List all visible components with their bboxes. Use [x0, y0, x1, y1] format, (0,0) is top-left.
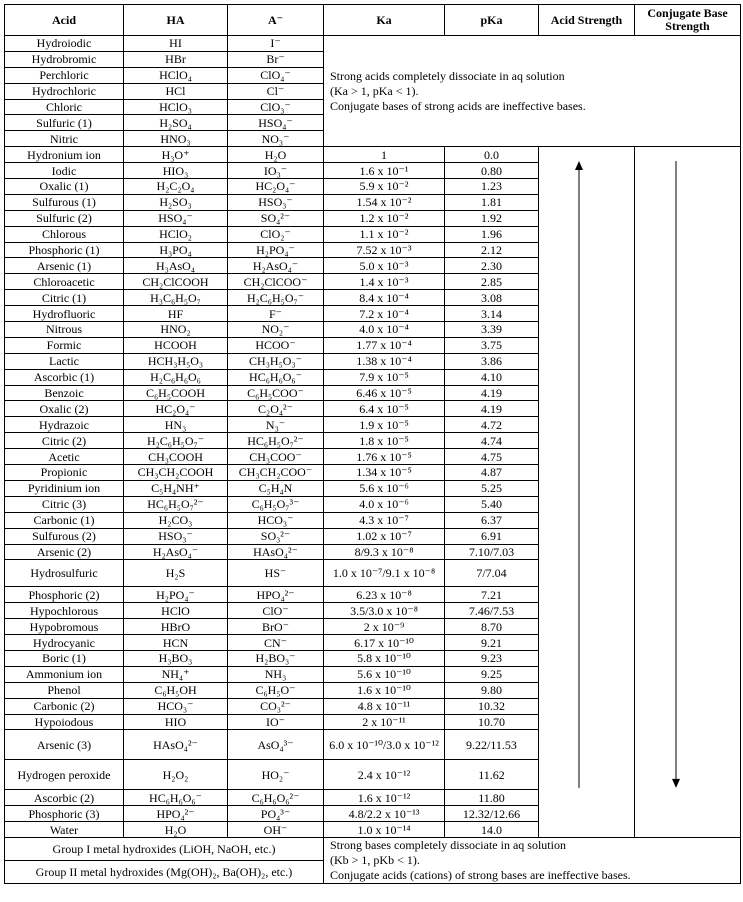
acid-formula: HN₃ — [124, 417, 228, 433]
ka-value: 6.17 x 10⁻¹⁰ — [324, 635, 445, 651]
ka-value: 1.77 x 10⁻⁴ — [324, 337, 445, 353]
pka-value: 3.39 — [445, 322, 539, 338]
acid-name: Hydrazoic — [5, 417, 124, 433]
header-row — [5, 5, 741, 36]
acid-formula: HCOOH — [124, 337, 228, 353]
conjugate-base-formula: CO₃²⁻ — [228, 698, 324, 714]
acid-name: Phosphoric (2) — [5, 587, 124, 603]
conjugate-base-formula: CH₃H₅O₃⁻ — [228, 353, 324, 369]
acid-formula: HIO₃ — [124, 163, 228, 179]
conjugate-base-formula: CN⁻ — [228, 635, 324, 651]
acid-formula: H₂O₂ — [124, 760, 228, 790]
pka-value: 4.74 — [445, 433, 539, 449]
pka-value: 2.30 — [445, 258, 539, 274]
ka-value: 1.54 x 10⁻² — [324, 194, 445, 210]
conjugate-base-formula: OH⁻ — [228, 822, 324, 838]
conjugate-base-formula: HCOO⁻ — [228, 337, 324, 353]
ka-value: 2.4 x 10⁻¹² — [324, 760, 445, 790]
acid-formula: H₂SO₄ — [124, 115, 228, 131]
acid-name: Hydroiodic — [5, 36, 124, 52]
conjugate-base-formula: NO₃⁻ — [228, 131, 324, 147]
pka-value: 14.0 — [445, 822, 539, 838]
pka-value: 11.80 — [445, 790, 539, 806]
ka-value: 4.8 x 10⁻¹¹ — [324, 698, 445, 714]
acid-table — [4, 4, 741, 884]
ka-value: 5.6 x 10⁻⁶ — [324, 480, 445, 496]
acid-formula: CH₃CH₂COOH — [124, 465, 228, 481]
header-acid-strength: Acid Strength — [539, 5, 635, 36]
acid-name: Lactic — [5, 353, 124, 369]
conjugate-base-formula: HO₂⁻ — [228, 760, 324, 790]
acid-formula: H₃PO₄ — [124, 242, 228, 258]
header-ha: HA — [124, 5, 228, 36]
ka-value: 1.6 x 10⁻¹ — [324, 163, 445, 179]
conjugate-base-formula: C₂O₄²⁻ — [228, 401, 324, 417]
acid-name: Sulfurous (1) — [5, 194, 124, 210]
strong-acid-row — [5, 36, 741, 52]
ka-value: 2 x 10⁻¹¹ — [324, 714, 445, 730]
up-arrow-icon — [539, 147, 635, 837]
acid-name: Water — [5, 822, 124, 838]
acid-name: Ascorbic (1) — [5, 369, 124, 385]
pka-value: 4.19 — [445, 385, 539, 401]
acid-formula: HBrO — [124, 619, 228, 635]
conjugate-base-strength-arrow-cell — [635, 147, 741, 838]
pka-value: 10.70 — [445, 714, 539, 730]
pka-value: 9.80 — [445, 682, 539, 698]
ka-value: 4.3 x 10⁻⁷ — [324, 512, 445, 528]
acid-formula: HSO₃⁻ — [124, 528, 228, 544]
header-pka: pKa — [445, 5, 539, 36]
strong-base-name: Group I metal hydroxides (LiOH, NaOH, etc.) — [5, 838, 324, 861]
acid-formula: C₆H₅OH — [124, 682, 228, 698]
acid-name: Arsenic (2) — [5, 544, 124, 560]
strong-base-note — [324, 838, 741, 884]
conjugate-base-formula: AsO₄³⁻ — [228, 730, 324, 760]
acid-formula: HIO — [124, 714, 228, 730]
pka-value: 7.21 — [445, 587, 539, 603]
acid-name: Hydrobromic — [5, 51, 124, 67]
conjugate-base-formula: CH₃CH₂COO⁻ — [228, 465, 324, 481]
acid-name: Ascorbic (2) — [5, 790, 124, 806]
acid-name: Oxalic (2) — [5, 401, 124, 417]
conjugate-base-formula: CH₃COO⁻ — [228, 449, 324, 465]
pka-value: 1.96 — [445, 226, 539, 242]
pka-value: 4.72 — [445, 417, 539, 433]
acid-name: Arsenic (3) — [5, 730, 124, 760]
acid-formula: H₂C₆H₅O₇⁻ — [124, 433, 228, 449]
acid-formula: HClO₂ — [124, 226, 228, 242]
acid-name: Nitrous — [5, 322, 124, 338]
pka-value: 3.75 — [445, 337, 539, 353]
acid-formula: HC₆H₆O₆⁻ — [124, 790, 228, 806]
ka-value: 5.8 x 10⁻¹⁰ — [324, 650, 445, 666]
conjugate-base-formula: Cl⁻ — [228, 83, 324, 99]
conjugate-base-formula: Br⁻ — [228, 51, 324, 67]
acid-formula: CH₂ClCOOH — [124, 274, 228, 290]
acid-formula: H₃O⁺ — [124, 147, 228, 163]
acid-name: Hypochlorous — [5, 603, 124, 619]
acid-name: Hypoiodous — [5, 714, 124, 730]
header-ka: Ka — [324, 5, 445, 36]
acid-formula: NH₄⁺ — [124, 666, 228, 682]
conjugate-base-formula: PO₄³⁻ — [228, 806, 324, 822]
acid-name: Sulfuric (1) — [5, 115, 124, 131]
conjugate-base-formula: C₆H₆O₆²⁻ — [228, 790, 324, 806]
pka-value: 4.10 — [445, 369, 539, 385]
acid-name: Perchloric — [5, 67, 124, 83]
pka-value: 6.91 — [445, 528, 539, 544]
ka-value: 6.0 x 10⁻¹⁰/3.0 x 10⁻¹² — [324, 730, 445, 760]
ka-value: 1.6 x 10⁻¹² — [324, 790, 445, 806]
pka-value: 7.46/7.53 — [445, 603, 539, 619]
ka-value: 1.1 x 10⁻² — [324, 226, 445, 242]
conjugate-base-formula: HSO₃⁻ — [228, 194, 324, 210]
acid-formula: HClO — [124, 603, 228, 619]
conjugate-base-formula: HCO₃⁻ — [228, 512, 324, 528]
pka-value: 5.40 — [445, 496, 539, 512]
acid-name: Propionic — [5, 465, 124, 481]
conjugate-base-formula: SO₃²⁻ — [228, 528, 324, 544]
ka-value: 1.76 x 10⁻⁵ — [324, 449, 445, 465]
ka-value: 1 — [324, 147, 445, 163]
acid-name: Chloroacetic — [5, 274, 124, 290]
ka-value: 4.0 x 10⁻⁶ — [324, 496, 445, 512]
acid-name: Phosphoric (3) — [5, 806, 124, 822]
ka-value: 7.9 x 10⁻⁵ — [324, 369, 445, 385]
pka-value: 7/7.04 — [445, 560, 539, 587]
acid-name: Phosphoric (1) — [5, 242, 124, 258]
ka-value: 4.0 x 10⁻⁴ — [324, 322, 445, 338]
acid-name: Carbonic (1) — [5, 512, 124, 528]
strong-acid-note-line: Conjugate bases of strong acids are ineffective bases. — [330, 98, 586, 113]
pka-value: 9.21 — [445, 635, 539, 651]
pka-value: 1.23 — [445, 179, 539, 195]
conjugate-base-formula: NH₃ — [228, 666, 324, 682]
header-cb-strength: Conjugate Base Strength — [635, 5, 741, 36]
acid-name: Hydrofluoric — [5, 306, 124, 322]
conjugate-base-formula: HC₆H₅O₇²⁻ — [228, 433, 324, 449]
conjugate-base-formula: C₆H₅O₇³⁻ — [228, 496, 324, 512]
conjugate-base-formula: C₅H₄N — [228, 480, 324, 496]
ka-value: 1.02 x 10⁻⁷ — [324, 528, 445, 544]
acid-formula: H₃AsO₄ — [124, 258, 228, 274]
pka-value: 11.62 — [445, 760, 539, 790]
ka-value: 1.0 x 10⁻¹⁴ — [324, 822, 445, 838]
ka-value: 2 x 10⁻⁹ — [324, 619, 445, 635]
conjugate-base-formula: HSO₄⁻ — [228, 115, 324, 131]
conjugate-base-formula: ClO⁻ — [228, 603, 324, 619]
strong-acid-note — [324, 36, 741, 147]
pka-value: 7.10/7.03 — [445, 544, 539, 560]
conjugate-base-formula: IO⁻ — [228, 714, 324, 730]
acid-name: Citric (3) — [5, 496, 124, 512]
header-a: A⁻ — [228, 5, 324, 36]
pka-value: 9.25 — [445, 666, 539, 682]
conjugate-base-formula: H₂BO₃⁻ — [228, 650, 324, 666]
acid-name: Sulfuric (2) — [5, 210, 124, 226]
acid-row — [5, 147, 741, 163]
pka-value: 2.85 — [445, 274, 539, 290]
header-acid: Acid — [5, 5, 124, 36]
acid-formula: H₃C₆H₅O₇ — [124, 290, 228, 306]
acid-formula: H₂S — [124, 560, 228, 587]
strong-acid-note-line: Strong acids completely dissociate in aq solution — [330, 68, 565, 83]
conjugate-base-formula: SO₄²⁻ — [228, 210, 324, 226]
acid-formula: HAsO₄²⁻ — [124, 730, 228, 760]
acid-formula: H₂O — [124, 822, 228, 838]
conjugate-base-formula: HPO₄²⁻ — [228, 587, 324, 603]
conjugate-base-formula: H₂PO₄⁻ — [228, 242, 324, 258]
acid-name: Hydrocyanic — [5, 635, 124, 651]
ka-value: 7.2 x 10⁻⁴ — [324, 306, 445, 322]
ka-value: 1.9 x 10⁻⁵ — [324, 417, 445, 433]
ka-value: 1.2 x 10⁻² — [324, 210, 445, 226]
pka-value: 9.23 — [445, 650, 539, 666]
strong-base-note-line: Conjugate acids (cations) of strong bases are ineffective bases. — [330, 868, 631, 883]
conjugate-base-formula: HC₆H₆O₆⁻ — [228, 369, 324, 385]
acid-strength-arrow-cell — [539, 147, 635, 838]
down-arrow-icon — [635, 147, 735, 837]
strong-base-row — [5, 838, 741, 861]
acid-formula: HBr — [124, 51, 228, 67]
acid-name: Hydrochloric — [5, 83, 124, 99]
acid-name: Nitric — [5, 131, 124, 147]
pka-value: 0.0 — [445, 147, 539, 163]
ka-value: 5.9 x 10⁻² — [324, 179, 445, 195]
acid-name: Hydronium ion — [5, 147, 124, 163]
acid-name: Boric (1) — [5, 650, 124, 666]
ka-value: 6.4 x 10⁻⁵ — [324, 401, 445, 417]
ka-value: 3.5/3.0 x 10⁻⁸ — [324, 603, 445, 619]
conjugate-base-formula: BrO⁻ — [228, 619, 324, 635]
conjugate-base-formula: ClO₃⁻ — [228, 99, 324, 115]
pka-value: 4.87 — [445, 465, 539, 481]
pka-value: 10.32 — [445, 698, 539, 714]
acid-formula: H₂AsO₄⁻ — [124, 544, 228, 560]
acid-name: Carbonic (2) — [5, 698, 124, 714]
ka-value: 5.6 x 10⁻¹⁰ — [324, 666, 445, 682]
pka-value: 3.14 — [445, 306, 539, 322]
conjugate-base-formula: H₂AsO₄⁻ — [228, 258, 324, 274]
acid-formula: H₂C₂O₄ — [124, 179, 228, 195]
acid-formula: HClO₃ — [124, 99, 228, 115]
acid-formula: HClO₄ — [124, 67, 228, 83]
acid-name: Chloric — [5, 99, 124, 115]
pka-value: 8.70 — [445, 619, 539, 635]
acid-formula: HCl — [124, 83, 228, 99]
ka-value: 6.23 x 10⁻⁸ — [324, 587, 445, 603]
acid-formula: HCH₃H₅O₃ — [124, 353, 228, 369]
conjugate-base-formula: C₆H₅COO⁻ — [228, 385, 324, 401]
ka-value: 1.8 x 10⁻⁵ — [324, 433, 445, 449]
acid-name: Oxalic (1) — [5, 179, 124, 195]
pka-value: 1.81 — [445, 194, 539, 210]
acid-formula: HPO₄²⁻ — [124, 806, 228, 822]
acid-formula: C₆H₅COOH — [124, 385, 228, 401]
acid-name: Ammonium ion — [5, 666, 124, 682]
conjugate-base-formula: IO₃⁻ — [228, 163, 324, 179]
acid-name: Formic — [5, 337, 124, 353]
pka-value: 9.22/11.53 — [445, 730, 539, 760]
acid-name: Citric (1) — [5, 290, 124, 306]
acid-formula: H₂CO₃ — [124, 512, 228, 528]
ka-value: 5.0 x 10⁻³ — [324, 258, 445, 274]
pka-value: 3.08 — [445, 290, 539, 306]
acid-name: Hydrosulfuric — [5, 560, 124, 587]
acid-name: Pyridinium ion — [5, 480, 124, 496]
pka-value: 5.25 — [445, 480, 539, 496]
ka-value: 1.6 x 10⁻¹⁰ — [324, 682, 445, 698]
conjugate-base-formula: I⁻ — [228, 36, 324, 52]
acid-name: Phenol — [5, 682, 124, 698]
acid-name: Hydrogen peroxide — [5, 760, 124, 790]
conjugate-base-formula: ClO₄⁻ — [228, 67, 324, 83]
conjugate-base-formula: N₃⁻ — [228, 417, 324, 433]
pka-value: 4.75 — [445, 449, 539, 465]
pka-value: 6.37 — [445, 512, 539, 528]
acid-formula: H₃BO₃ — [124, 650, 228, 666]
acid-name: Sulfurous (2) — [5, 528, 124, 544]
strong-base-note-line: (Kb > 1, pKb < 1). — [330, 853, 420, 868]
acid-formula: H₂C₆H₆O₆ — [124, 369, 228, 385]
pka-value: 3.86 — [445, 353, 539, 369]
ka-value: 1.38 x 10⁻⁴ — [324, 353, 445, 369]
conjugate-base-formula: HAsO₄²⁻ — [228, 544, 324, 560]
strong-base-name: Group II metal hydroxides (Mg(OH)₂, Ba(OH)₂, etc.) — [5, 861, 324, 884]
conjugate-base-formula: CH₂ClCOO⁻ — [228, 274, 324, 290]
acid-name: Citric (2) — [5, 433, 124, 449]
conjugate-base-formula: H₂C₆H₅O₇⁻ — [228, 290, 324, 306]
strong-base-note-line: Strong bases completely dissociate in aq solution — [330, 838, 566, 853]
acid-name: Hypobromous — [5, 619, 124, 635]
acid-formula: H₂SO₃ — [124, 194, 228, 210]
pka-value: 0.80 — [445, 163, 539, 179]
ka-value: 7.52 x 10⁻³ — [324, 242, 445, 258]
ka-value: 1.0 x 10⁻⁷/9.1 x 10⁻⁸ — [324, 560, 445, 587]
acid-formula: HSO₄⁻ — [124, 210, 228, 226]
acid-name: Chlorous — [5, 226, 124, 242]
acid-name: Benzoic — [5, 385, 124, 401]
acid-formula: HCO₃⁻ — [124, 698, 228, 714]
ka-value: 1.34 x 10⁻⁵ — [324, 465, 445, 481]
ka-value: 1.4 x 10⁻³ — [324, 274, 445, 290]
pka-value: 12.32/12.66 — [445, 806, 539, 822]
conjugate-base-formula: ClO₂⁻ — [228, 226, 324, 242]
conjugate-base-formula: NO₂⁻ — [228, 322, 324, 338]
conjugate-base-formula: H₂O — [228, 147, 324, 163]
ka-value: 8.4 x 10⁻⁴ — [324, 290, 445, 306]
acid-formula: HNO₂ — [124, 322, 228, 338]
conjugate-base-formula: HS⁻ — [228, 560, 324, 587]
pka-value: 2.12 — [445, 242, 539, 258]
conjugate-base-formula: HC₂O₄⁻ — [228, 179, 324, 195]
acid-formula: HC₆H₅O₇²⁻ — [124, 496, 228, 512]
acid-formula: C₅H₄NH⁺ — [124, 480, 228, 496]
acid-formula: HI — [124, 36, 228, 52]
pka-value: 1.92 — [445, 210, 539, 226]
acid-formula: HC₂O₄⁻ — [124, 401, 228, 417]
ka-value: 4.8/2.2 x 10⁻¹³ — [324, 806, 445, 822]
strong-acid-note-line: (Ka > 1, pKa < 1). — [330, 83, 419, 98]
acid-formula: HF — [124, 306, 228, 322]
acid-formula: H₂PO₄⁻ — [124, 587, 228, 603]
acid-name: Acetic — [5, 449, 124, 465]
acid-name: Arsenic (1) — [5, 258, 124, 274]
acid-formula: HNO₃ — [124, 131, 228, 147]
ka-value: 8/9.3 x 10⁻⁸ — [324, 544, 445, 560]
acid-formula: CH₃COOH — [124, 449, 228, 465]
conjugate-base-formula: C₆H₅O⁻ — [228, 682, 324, 698]
acid-formula: HCN — [124, 635, 228, 651]
ka-value: 6.46 x 10⁻⁵ — [324, 385, 445, 401]
acid-name: Iodic — [5, 163, 124, 179]
pka-value: 4.19 — [445, 401, 539, 417]
conjugate-base-formula: F⁻ — [228, 306, 324, 322]
